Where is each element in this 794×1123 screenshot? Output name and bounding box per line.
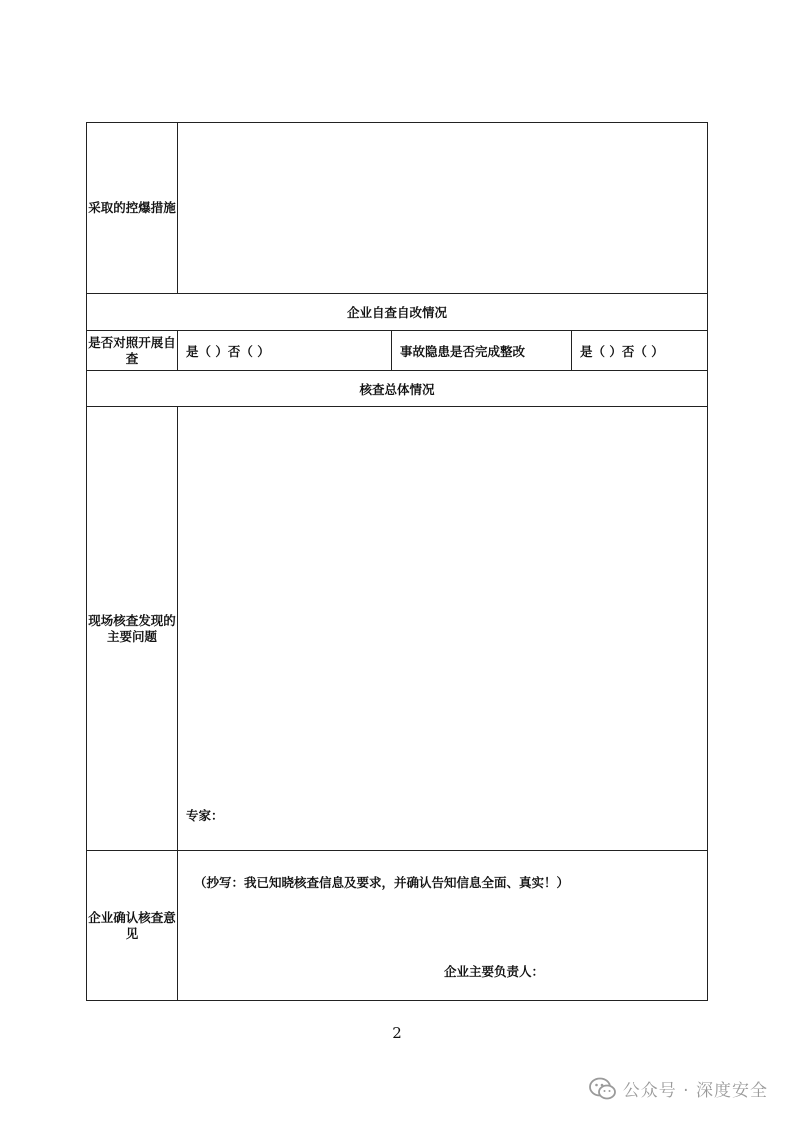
watermark-text: 公众号 · 深度安全	[622, 1081, 768, 1101]
watermark	[589, 1076, 768, 1101]
rectify-options[interactable]: 是（ ）否（ ）	[572, 331, 708, 371]
selfcheck-header-row	[87, 294, 708, 331]
measures-field[interactable]	[178, 123, 708, 294]
overall-header-row	[87, 371, 708, 407]
issues-row	[87, 407, 708, 851]
confirm-label: 企业确认核查意见	[87, 851, 178, 1001]
measures-label: 采取的控爆措施	[87, 123, 178, 294]
confirm-row	[87, 851, 708, 1001]
page-number: 2	[392, 1024, 402, 1042]
inspection-form-table	[86, 122, 708, 1001]
confirm-note: （抄写：我已知晓核查信息及要求，并确认告知信息全面、真实！）	[194, 875, 570, 890]
responsible-label: 企业主要负责人：	[444, 964, 545, 979]
selfcheck-row	[87, 331, 708, 371]
wechat-icon	[589, 1077, 617, 1101]
expert-label: 专家：	[186, 808, 224, 823]
rectify-label: 事故隐患是否完成整改	[392, 331, 572, 371]
issues-field[interactable]	[178, 407, 708, 851]
issues-label: 现场核查发现的主要问题	[87, 407, 178, 851]
selfcheck-header: 企业自查自改情况	[87, 294, 708, 331]
selfcheck-options[interactable]: 是（ ）否（ ）	[178, 331, 392, 371]
overall-header: 核查总体情况	[87, 371, 708, 407]
selfcheck-label: 是否对照开展自查	[87, 331, 178, 371]
measures-row	[87, 123, 708, 294]
confirm-field[interactable]	[178, 851, 708, 1001]
